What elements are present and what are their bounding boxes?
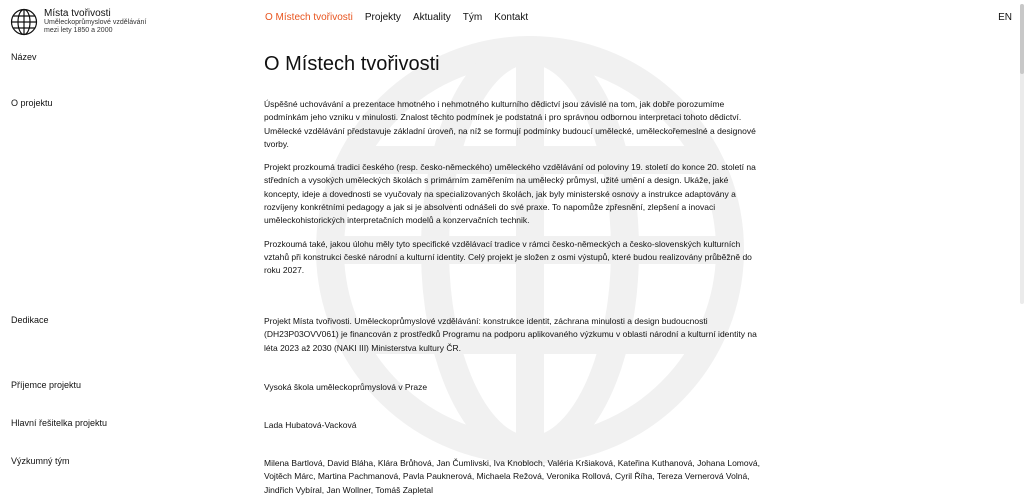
name-label: Název bbox=[11, 52, 37, 62]
team-label: Výzkumný tým bbox=[11, 456, 70, 466]
about-text bbox=[264, 98, 764, 288]
nav-item-contact[interactable]: Kontakt bbox=[494, 12, 529, 23]
dedication-label: Dedikace bbox=[11, 315, 49, 325]
about-paragraph: Úspěšné uchovávání a prezentace hmotného i nehmotného kulturního dědictví jsou závislé na tom, jak dobře porozumíme podmínkám jeho vzniku v minulosti. Znalost těchto podmínek je podstatná i pro správnou odbornou interpretaci tohoto dědictví. Umělecké vzdělávání představuje základní úroveň, na níž se formují podmínky budoucí umělecké, uměleckořemeslné a designové tvorby. bbox=[264, 99, 756, 149]
globe-logo-icon bbox=[10, 8, 38, 36]
brand-title: Místa tvořivosti bbox=[44, 8, 111, 19]
brand[interactable] bbox=[10, 8, 159, 36]
dedication-text: Projekt Místa tvořivosti. Uměleckoprůmyslové vzdělávání: konstrukce identit, záchrana minulosti a design budoucnosti (DH23P03OVV061) je financován z prostředků Programu na podporu aplikovaného výzkumu v oblasti národní a kulturní identity na léta 2023 až 2030 (NAKI III) Ministerstva kultury ČR. bbox=[264, 316, 757, 353]
team-text: Milena Bartlová, David Bláha, Klára Brůhová, Jan Čumlivski, Iva Knobloch, Valéria Kršiaková, Kateřina Kuthanová, Johana Lomová, Vojtěch Márc, Martina Pachmanová, Pavla Pauknerová, Michaela Režová, Veronika Rollová, Cyril Říha, Tereza Vernerová Volná, Jindřich Vybíral, Jan Wollner, Tomáš Zapletal bbox=[264, 458, 760, 495]
site-header bbox=[0, 0, 1024, 44]
nav-item-about[interactable]: O Místech tvořivosti bbox=[265, 12, 353, 23]
investigator-text: Lada Hubatová-Vacková bbox=[264, 420, 357, 430]
scrollbar[interactable] bbox=[1020, 4, 1024, 304]
page-title: O Místech tvořivosti bbox=[264, 53, 440, 75]
investigator-label: Hlavní řešitelka projektu bbox=[11, 418, 108, 428]
about-label: O projektu bbox=[11, 98, 53, 108]
nav-item-projects[interactable]: Projekty bbox=[364, 12, 401, 23]
about-paragraph: Projekt prozkoumá tradici českého (resp. česko-německého) uměleckého vzdělávání od poloviny 19. století do konce 20. století na středních a vysokých uměleckých školách s primárním zaměřením na umělecký průmysl, užité umění a design. Ukáže, jaké koncepty, ideje a dovednosti se vyučovaly na specializovaných školách, jak byly ministerské osnovy a instrukce adaptovány a rozvíjeny konkrétními pedagogy a jak si je absolventi odnášeli do své praxe. To napomůže zpřesnění, zlepšení a inovaci uměleckohistorických interpretačních modelů a konzervačních technik. bbox=[264, 162, 756, 226]
nav-item-news[interactable]: Aktuality bbox=[412, 12, 451, 23]
nav-item-team[interactable]: Tým bbox=[462, 12, 483, 23]
recipient-label: Příjemce projektu bbox=[11, 380, 82, 390]
recipient-text: Vysoká škola uměleckoprůmyslová v Praze bbox=[264, 382, 428, 392]
about-paragraph: Prozkoumá také, jakou úlohu měly tyto specifické vzdělávací tradice v rámci česko-německých a česko-slovenských kulturních vztahů při konstrukci české národní a kulturní identity. Celý projekt je složen z osmi výstupů, které budou realizovány průběžně do roku 2027. bbox=[264, 238, 752, 276]
scrollbar-thumb[interactable] bbox=[1020, 4, 1024, 74]
main-nav bbox=[265, 12, 540, 23]
language-switch[interactable]: EN bbox=[998, 12, 1012, 23]
brand-subtitle: Uměleckoprůmyslové vzdělávání mezi lety 1850 a 2000 bbox=[44, 19, 147, 34]
